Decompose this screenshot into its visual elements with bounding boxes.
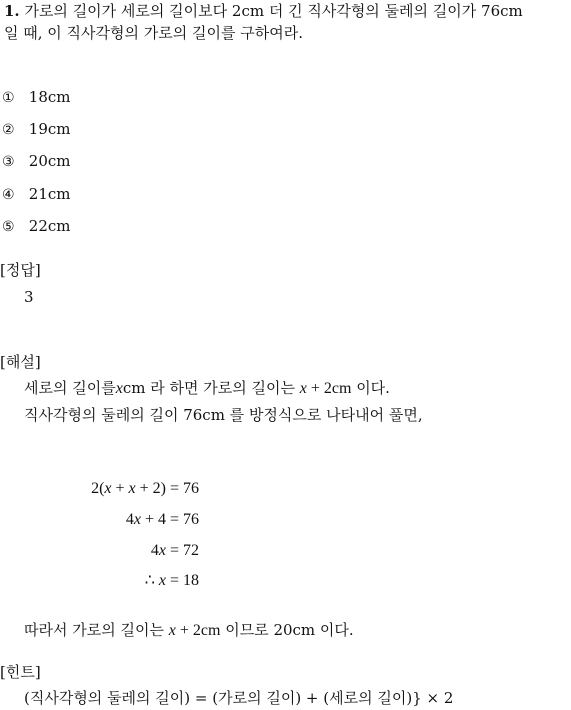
equation-row-2 [16, 509, 316, 531]
option-1-mark: ① [2, 90, 15, 106]
equation-2-rhs: = 76 [170, 511, 200, 528]
equation-4-lhs: ∴ x [144, 572, 166, 589]
answer-label: [정답] [0, 261, 41, 279]
explanation-text-1a: 세로의 길이를 [24, 379, 116, 397]
equation-4-rhs: = 18 [170, 572, 200, 589]
hint-label: [힌트] [0, 663, 41, 681]
equation-row-1 [16, 478, 316, 500]
equation-3-lhs: 4x [150, 542, 166, 559]
expression-rest: + 2cm [306, 380, 352, 397]
therefore-symbol: ∴ [144, 572, 159, 589]
equation-2-lhs: 4x + 4 [125, 511, 166, 528]
question-text-1: 가로의 길이가 세로의 길이보다 2cm 더 긴 직사각형의 둘레의 길이가 76cm [24, 2, 523, 20]
option-4-mark: ④ [2, 187, 15, 203]
conclusion-text-b: 이므로 20cm 이다. [225, 621, 354, 639]
equation-row-3 [16, 540, 316, 562]
explanation-line-2: 직사각형의 둘레의 길이 76cm 를 방정식으로 나타내어 풀면, [24, 406, 423, 424]
variable-x: x [115, 380, 123, 397]
equation-1-rhs: = 76 [170, 480, 200, 497]
option-5-mark: ⑤ [2, 219, 15, 235]
option-1-text: 18cm [28, 88, 71, 106]
option-4-text: 21cm [28, 185, 71, 203]
question-number: 1. [4, 2, 20, 20]
question-text-2: 일 때, 이 직사각형의 가로의 길이를 구하여라. [4, 24, 303, 42]
equation-row-4 [16, 570, 316, 592]
conclusion-text-a: 따라서 가로의 길이는 [24, 621, 164, 639]
conclusion-expression: + 2cm [175, 622, 221, 639]
variable-x: x [168, 622, 176, 639]
conclusion-line [24, 620, 354, 641]
answer-value: 3 [24, 288, 34, 306]
equation-1-lhs: 2(x + x + 2) [91, 480, 166, 497]
explanation-label: [해설] [0, 353, 41, 371]
explanation-text-1b: cm 라 하면 가로의 길이는 [122, 379, 295, 397]
option-3-mark: ③ [2, 154, 15, 170]
option-3-text: 20cm [28, 152, 71, 170]
variable-x: x [299, 380, 307, 397]
hint-text: (직사각형의 둘레의 길이) = (가로의 길이) + (세로의 길이)} × 2 [24, 689, 454, 707]
option-5-text: 22cm [28, 217, 71, 235]
explanation-text-1c: 이다. [356, 379, 390, 397]
option-2-text: 19cm [28, 120, 71, 138]
option-2-mark: ② [2, 122, 15, 138]
equation-3-rhs: = 72 [170, 542, 200, 559]
equation-block [16, 0, 316, 710]
